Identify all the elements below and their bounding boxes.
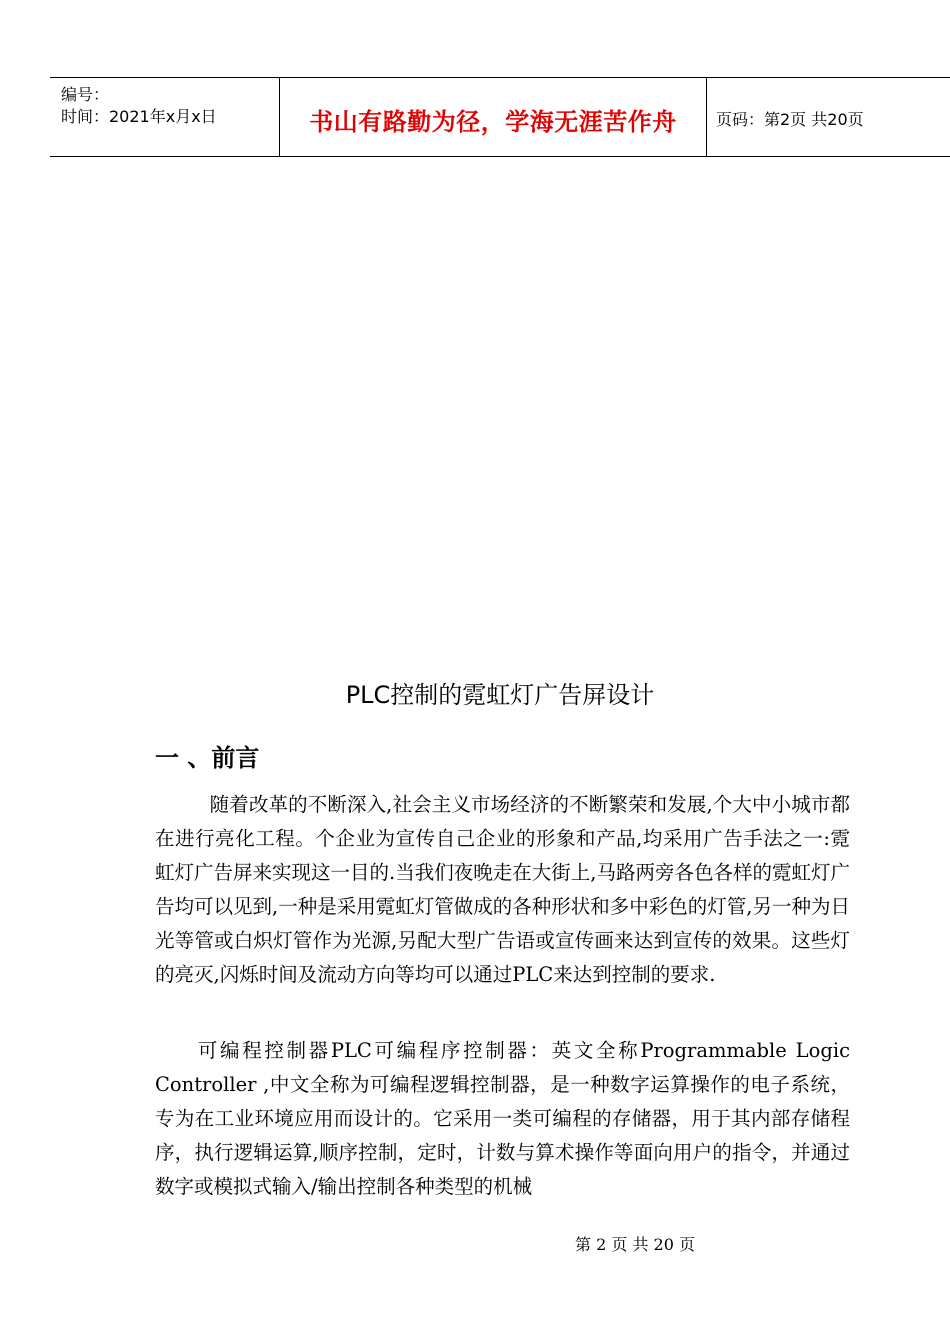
header-left-cell — [50, 78, 279, 156]
paragraph-1: 随着改革的不断深入,社会主义市场经济的不断繁荣和发展,个大中小城市都在进行亮化工程。个企业为宣传自己企业的形象和产品,均采用广告手法之一:霓虹灯广告屏来实现这一目的.当我们夜晚走在大街上,马路两旁各色各样的霓虹灯广告均可以见到,一种是采用霓虹灯管做成的各种形状和多中彩色的灯管,另一种为日光等管或白炽灯管作为光源,另配大型广告语或宣传画来达到宣传的效果。这些灯的亮灭,闪烁时间及流动方向等均可以通过PLC来达到控制的要求. — [155, 793, 850, 986]
paragraph-2: 可编程控制器PLC可编程序控制器：英文全称Programmable Logic Controller ,中文全称为可编程逻辑控制器，是一种数字运算操作的电子系统，专为在工业环境应用而设计的。它采用一类可编程的存储器，用于其内部存储程序，执行逻辑运算,顺序控制，定时，计数与算术操作等面向用户的指令，并通过数字或模拟式输入/输出控制各种类型的机械 — [155, 1039, 850, 1198]
number-label: 编号： — [61, 85, 110, 104]
document-title: PLC控制的霓虹灯广告屏设计 — [345, 681, 655, 709]
time-label: 时间：2021年x月x日 — [61, 107, 217, 126]
section-heading: 一 、前言 — [155, 744, 260, 772]
page-header — [50, 77, 950, 157]
header-motto: 书山有路勤为径，学海无涯苦作舟 — [309, 107, 677, 136]
header-page-info: 页码：第2页 共20页 — [716, 110, 864, 129]
page-footer: 第 2 页 共 20 页 — [575, 1235, 695, 1254]
header-middle-cell — [279, 78, 707, 156]
header-right-cell — [706, 78, 950, 156]
